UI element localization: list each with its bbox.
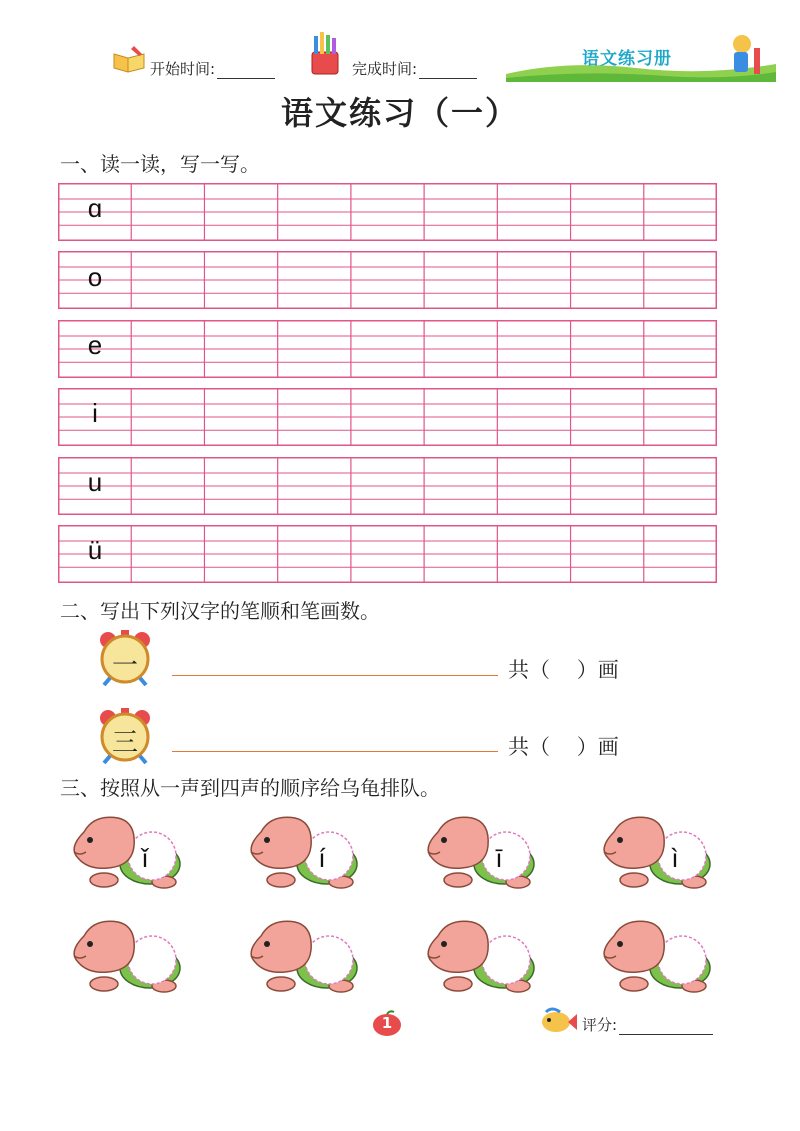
page-number: 1 bbox=[381, 1014, 393, 1032]
stroke-order-answer-line[interactable] bbox=[172, 751, 498, 752]
start-time-field[interactable] bbox=[150, 58, 275, 79]
fish-icon bbox=[538, 1006, 578, 1036]
pinyin-letter: ɑ bbox=[87, 193, 103, 223]
pinyin-letter: ü bbox=[87, 535, 103, 565]
score-blank[interactable] bbox=[619, 1020, 713, 1035]
turtle-answer-slot[interactable] bbox=[241, 916, 361, 996]
finish-time-field[interactable] bbox=[352, 58, 477, 79]
section2-heading: 二、写出下列汉字的笔顺和笔画数。 bbox=[60, 599, 380, 623]
page-title: 语文练习（一） bbox=[280, 94, 519, 132]
turtle-answer-slot[interactable] bbox=[418, 916, 538, 996]
pinyin-grid[interactable] bbox=[58, 388, 717, 446]
pinyin-grid[interactable] bbox=[58, 183, 717, 241]
turtle-with-tone bbox=[594, 812, 714, 892]
pinyin-letter: i bbox=[92, 398, 98, 428]
finish-time-blank[interactable] bbox=[419, 64, 477, 79]
pinyin-grid[interactable] bbox=[58, 251, 717, 309]
turtle-answer-slot[interactable] bbox=[64, 916, 184, 996]
turtle-with-tone bbox=[418, 812, 538, 892]
pinyin-grid[interactable] bbox=[58, 457, 717, 515]
stroke-character: 三 bbox=[111, 728, 138, 758]
tone-label: ī bbox=[495, 843, 503, 873]
tone-label: ì bbox=[671, 843, 679, 873]
pinyin-letter: o bbox=[87, 262, 103, 292]
section1-heading: 一、读一读，写一写。 bbox=[60, 152, 260, 176]
pinyin-letter: e bbox=[87, 330, 103, 360]
turtle-with-tone bbox=[64, 812, 184, 892]
stroke-order-answer-line[interactable] bbox=[172, 675, 498, 676]
page-number-badge bbox=[372, 1010, 402, 1036]
book-title: 语文练习册 bbox=[582, 49, 672, 69]
start-time-label: 开始时间: bbox=[150, 60, 216, 78]
section3-heading: 三、按照从一声到四声的顺序给乌龟排队。 bbox=[60, 776, 440, 800]
pinyin-grid[interactable] bbox=[58, 525, 717, 583]
turtle-with-tone bbox=[241, 812, 361, 892]
finish-time-label: 完成时间: bbox=[352, 60, 418, 78]
stroke-count-text: 共（ ）画 bbox=[508, 658, 619, 682]
pinyin-grid[interactable] bbox=[58, 320, 717, 378]
tone-label: ǐ bbox=[142, 843, 148, 873]
pencil-cup-icon bbox=[306, 30, 346, 76]
score-field[interactable] bbox=[582, 1014, 713, 1035]
pinyin-letter: u bbox=[87, 467, 103, 497]
stroke-character: 一 bbox=[111, 651, 138, 681]
turtle-answer-slot[interactable] bbox=[594, 916, 714, 996]
book-icon bbox=[112, 44, 146, 74]
tone-label: í bbox=[318, 843, 326, 873]
stroke-count-text: 共（ ）画 bbox=[508, 735, 619, 759]
start-time-blank[interactable] bbox=[217, 64, 275, 79]
score-label: 评分: bbox=[582, 1016, 618, 1034]
